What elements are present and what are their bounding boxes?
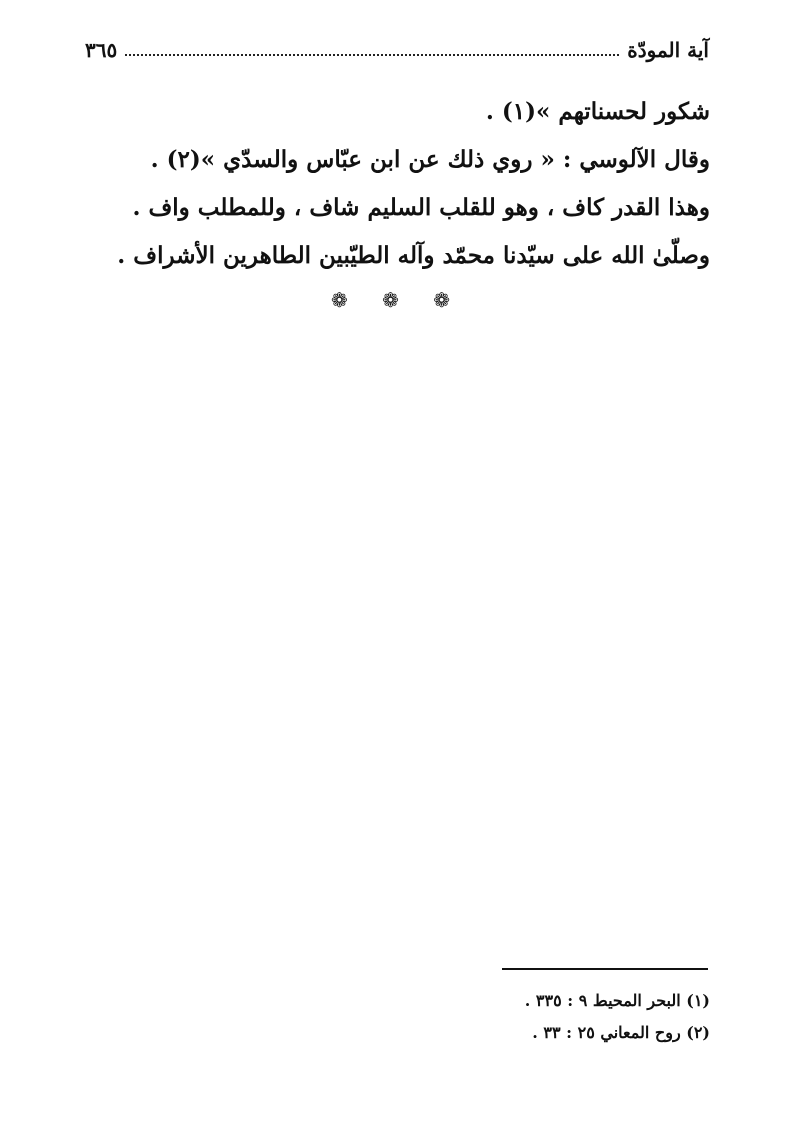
running-header (85, 30, 709, 64)
footnote-separator (502, 968, 708, 970)
ornament-icon: ❁ (330, 288, 358, 312)
dot-leader (125, 54, 619, 56)
ornament-icon: ❁ (382, 288, 409, 312)
body-line: وقال الآلوسي : « روي ذلك عن ابن عبّاس والسدّي »(٢) . (150, 146, 710, 173)
header-title: آية المودّة (627, 38, 709, 62)
section-divider (0, 288, 791, 312)
body-line: وهذا القدر كاف ، وهو للقلب السليم شاف ، وللمطلب واف . (132, 194, 710, 221)
footnotes (480, 985, 710, 1049)
footnote: (١) البحر المحيط ٩ : ٣٣٥ . (524, 991, 710, 1010)
body-text (117, 88, 710, 280)
footnote: (٢) روح المعاني ٢٥ : ٣٣ . (532, 1023, 710, 1042)
body-line: شكور لحسناتهم »(١) . (485, 98, 710, 125)
page-number: ٣٦٥ (85, 38, 118, 62)
ornament-icon: ❁ (433, 288, 460, 312)
body-line: وصلّىٰ الله على سيّدنا محمّد وآله الطيّبين الطاهرين الأشراف . (117, 242, 710, 269)
